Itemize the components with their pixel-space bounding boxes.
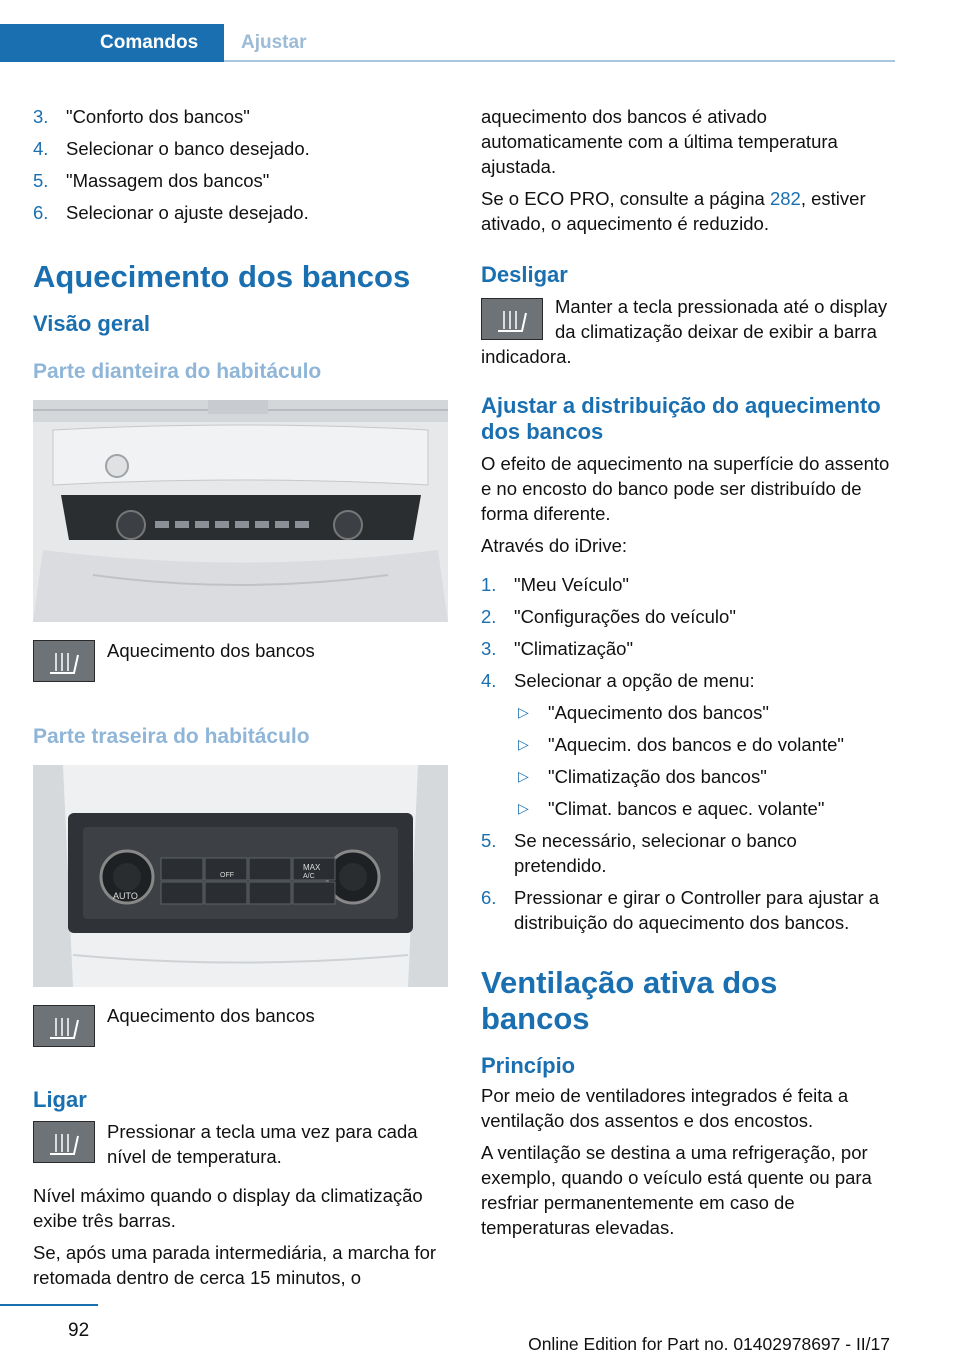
subsection-title: Visão geral — [33, 311, 150, 336]
steps-list-top — [33, 104, 448, 225]
ligar-text: Pressionar a tecla uma vez para cada nível de temperatura. — [107, 1121, 418, 1167]
list-item: 3. "Climatização" — [481, 638, 634, 659]
ligar-row — [33, 1119, 448, 1179]
page-number-rule — [0, 1304, 98, 1306]
desligar-row — [481, 294, 893, 369]
list-item: ▷ "Aquecimento dos bancos" — [518, 702, 769, 723]
seat-heating-icon — [33, 640, 95, 682]
bullet-triangle-icon: ▷ — [518, 704, 529, 720]
left-column — [33, 104, 448, 1297]
seat-heating-icon — [33, 1121, 95, 1163]
page-link[interactable]: 282 — [769, 188, 801, 209]
rear-caption: Aquecimento dos bancos — [107, 1005, 315, 1026]
list-item: 4. Selecionar a opção de menu: — [481, 670, 755, 691]
rear-auto-label: AUTO — [113, 891, 138, 901]
paragraph: Por meio de ventiladores integrados é feita a ventilação dos assentos e dos encostos. — [481, 1085, 849, 1131]
ajustar-title: Ajustar a distribuição do aquecimento dos bancos — [481, 393, 881, 444]
section-title: Aquecimento dos bancos — [33, 259, 411, 294]
tab-ajustar[interactable]: Ajustar — [241, 32, 307, 53]
paragraph: Nível máximo quando o display da climatização exibe três barras. — [33, 1185, 423, 1231]
ligar-title: Ligar — [33, 1087, 87, 1112]
ventilation-title: Ventilação ativa dos bancos — [481, 965, 778, 1036]
paragraph: Através do iDrive: — [481, 535, 627, 556]
front-console-photo — [33, 400, 448, 622]
footer-edition: Online Edition for Part no. 01402978697 - II/17 — [528, 1334, 890, 1354]
list-item: ▷ "Aquecim. dos bancos e do volante" — [518, 734, 844, 755]
paragraph: O efeito de aquecimento na superfície do assento e no encosto do banco pode ser distribuído de forma diferente. — [481, 453, 890, 524]
paragraph: aquecimento dos bancos é ativado automaticamente com a última temperatura ajustada. — [481, 106, 838, 177]
rear-heading: Parte traseira do habitáculo — [33, 725, 310, 748]
bullet-triangle-icon: ▷ — [518, 768, 529, 784]
header-tabs — [0, 24, 895, 62]
front-caption: Aquecimento dos bancos — [107, 640, 315, 661]
idrive-steps — [481, 572, 893, 693]
rear-ac-label: A/C — [303, 873, 315, 880]
principio-title: Princípio — [481, 1053, 576, 1078]
tab-comandos[interactable]: Comandos — [0, 24, 224, 62]
paragraph: Se, após uma parada intermediária, a marcha for retomada dentro de cerca 15 minutos, o — [33, 1242, 437, 1288]
seat-heating-icon — [481, 298, 543, 340]
rear-off-label: OFF — [220, 872, 234, 879]
paragraph: Se o ECO PRO, consulte a página 282, estiver ativado, o aquecimento é reduzido. — [481, 188, 866, 234]
rear-caption-row — [33, 1003, 448, 1063]
desligar-title: Desligar — [481, 262, 568, 287]
idrive-steps-continued — [481, 828, 893, 935]
header-divider — [224, 60, 895, 62]
front-heading: Parte dianteira do habitáculo — [33, 360, 322, 383]
list-item: 1. "Meu Veículo" — [481, 574, 629, 595]
list-item: 4. Selecionar o banco desejado. — [33, 138, 310, 159]
bullet-triangle-icon: ▷ — [518, 736, 529, 752]
list-item: 6. Selecionar o ajuste desejado. — [33, 202, 309, 223]
list-item: 2. "Configurações do veículo" — [481, 606, 736, 627]
rear-max-label: MAX — [303, 863, 321, 872]
list-item: 3. "Conforto dos bancos" — [33, 106, 250, 127]
page-number: 92 — [68, 1320, 90, 1341]
list-item: ▷ "Climat. bancos e aquec. volante" — [518, 798, 825, 819]
menu-options-list — [481, 700, 893, 821]
desligar-text: Manter a tecla pressionada até o display da climatização deixar de exibir a barra indicadora. — [481, 296, 888, 367]
list-item: 6. Pressionar e girar o Controller para ajustar a distribuição do aquecimento dos bancos. — [481, 887, 880, 933]
seat-heating-icon — [33, 1005, 95, 1047]
bullet-triangle-icon: ▷ — [518, 800, 529, 816]
list-item: ▷ "Climatização dos bancos" — [518, 766, 767, 787]
list-item: 5. "Massagem dos bancos" — [33, 170, 270, 191]
front-caption-row — [33, 638, 448, 698]
list-item: 5. Se necessário, selecionar o banco pretendido. — [481, 830, 797, 876]
paragraph: A ventilação se destina a uma refrigeração, por exemplo, quando o veículo está quente ou para resfriar permanentemente em caso de temperaturas elevadas. — [481, 1142, 872, 1238]
rear-console-photo — [33, 765, 448, 987]
right-column — [481, 104, 893, 1247]
